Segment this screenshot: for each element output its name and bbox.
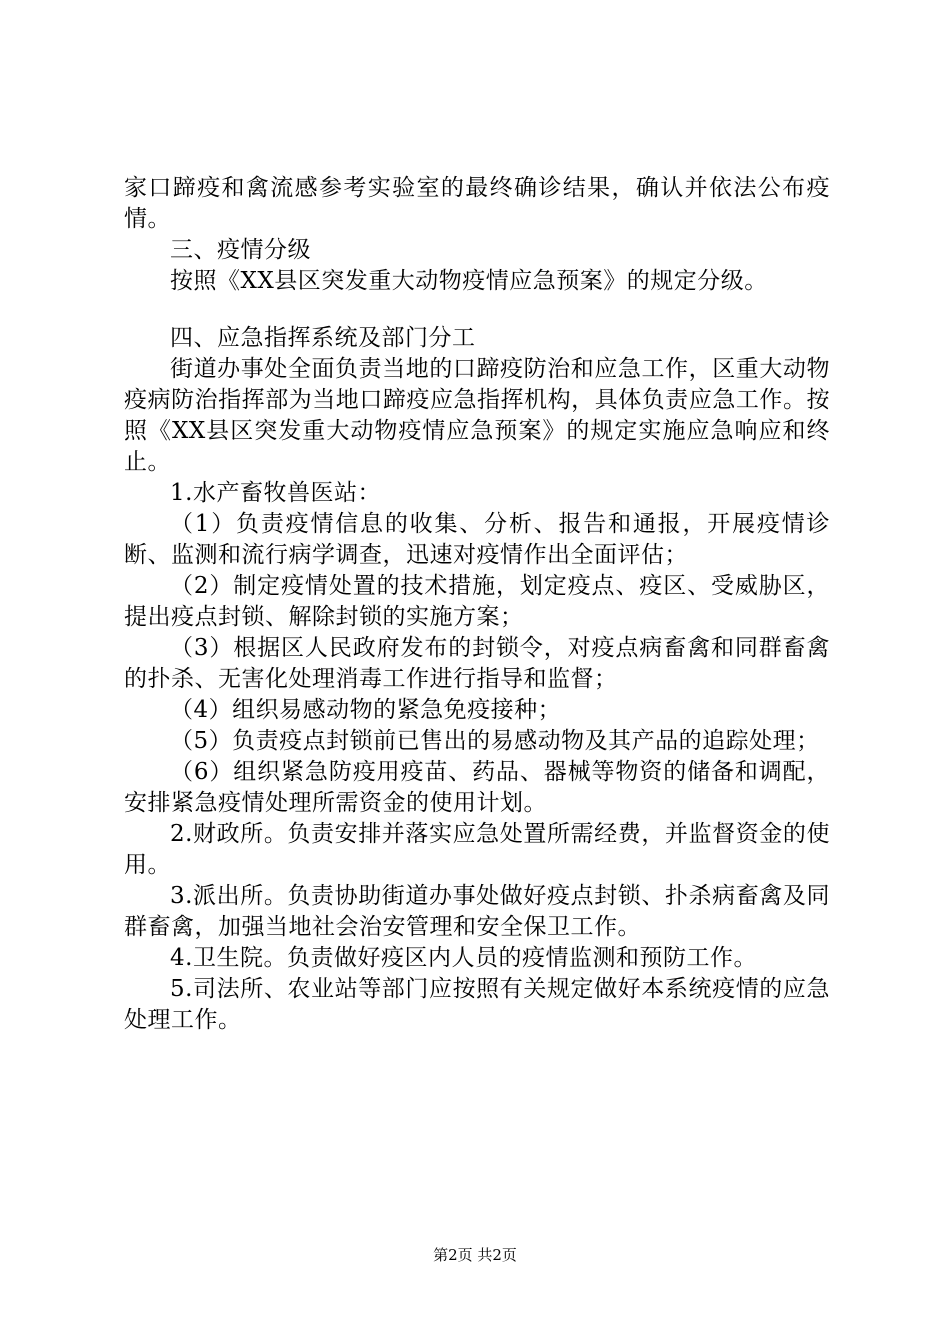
- item-health: 4.卫生院。负责做好疫区内人员的疫情监测和预防工作。: [170, 945, 757, 971]
- sub-item-1: （1）负责疫情信息的收集、分析、报告和通报，开展疫情诊断、监测和流行病学调查，迅速对疫情作出全面评估；: [124, 511, 830, 568]
- sub-item-6: （6）组织紧急防疫用疫苗、药品、器械等物资的储备和调配，安排紧急疫情处理所需资金的使用计划。: [124, 759, 830, 816]
- item-justice-agriculture: 5.司法所、农业站等部门应按照有关规定做好本系统疫情的应急处理工作。: [124, 976, 830, 1033]
- sub-item-2: （2）制定疫情处置的技术措施，划定疫点、疫区、受威胁区，提出疫点封锁、解除封锁的实施方案；: [124, 573, 830, 630]
- sub-item-3: （3）根据区人民政府发布的封锁令，对疫点病畜禽和同群畜禽的扑杀、无害化处理消毒工作进行指导和监督；: [124, 635, 830, 692]
- item-heading-station: 1.水产畜牧兽医站：: [170, 480, 381, 506]
- item-police: 3.派出所。负责协助街道办事处做好疫点封锁、扑杀病畜禽及同群畜禽，加强当地社会治安管理和安全保卫工作。: [124, 883, 830, 940]
- paragraph-command: 街道办事处全面负责当地的口蹄疫防治和应急工作，区重大动物疫病防治指挥部为当地口蹄疫应急指挥机构，具体负责应急工作。按照《XX县区突发重大动物疫情应急预案》的规定实施应急响应和终止。: [124, 356, 830, 475]
- page-footer: 第2页 共2页: [433, 1246, 517, 1264]
- document-body: [124, 173, 830, 1036]
- sub-item-5: （5）负责疫点封锁前已售出的易感动物及其产品的追踪处理；: [170, 728, 820, 754]
- section-heading-grading: 三、疫情分级: [170, 237, 311, 263]
- sub-item-4: （4）组织易感动物的紧急免疫接种；: [170, 697, 562, 723]
- paragraph-gap: [124, 297, 830, 323]
- paragraph-grading: 按照《XX县区突发重大动物疫情应急预案》的规定分级。: [170, 268, 768, 294]
- section-heading-command: 四、应急指挥系统及部门分工: [170, 325, 476, 351]
- item-finance: 2.财政所。负责安排并落实应急处置所需经费，并监督资金的使用。: [124, 821, 830, 878]
- paragraph-continuation: 家口蹄疫和禽流感参考实验室的最终确诊结果，确认并依法公布疫情。: [124, 175, 830, 232]
